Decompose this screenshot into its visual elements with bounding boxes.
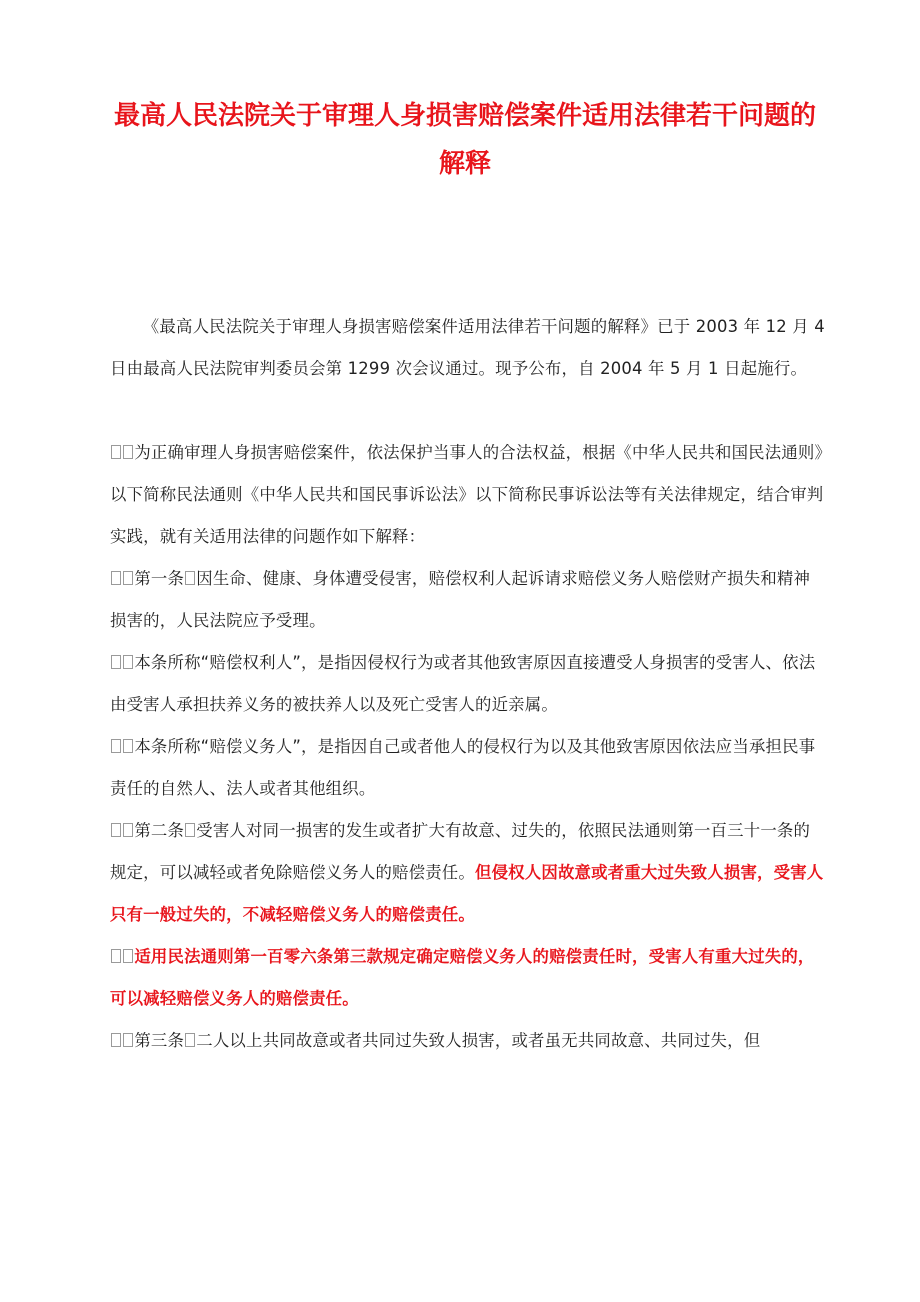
article-2-text: 受害人对同一损害的发生或者扩大有故意、过失的，依照民法通则第一百三十一条的规定，可以减轻或者免除赔偿义务人的赔偿责任。	[110, 821, 811, 882]
article-2-second-text: 适用民法通则第一百零六条第三款规定确定赔偿义务人的赔偿责任时，受害人有重大过失的，可以减轻赔偿义务人的赔偿责任。	[110, 947, 815, 1008]
intro-paragraph: 《最高人民法院关于审理人身损害赔偿案件适用法律若干问题的解释》已于 2003 年 12 月 4 日由最高人民法院审判委员会第 1299 次会议通过。现予公布，自 2004 年 5 月 1 日起施行。	[110, 317, 825, 378]
missing-glyph-placeholder	[110, 936, 134, 978]
article-2-highlight: 但侵权人因故意或者重大过失致人损害，受害人只有一般过失的，不减轻赔偿义务人的赔偿责任。	[110, 863, 824, 924]
article-1-definition-2	[110, 726, 826, 810]
missing-glyph-placeholder	[110, 1020, 134, 1062]
preamble-paragraph	[110, 432, 826, 558]
missing-glyph-placeholder	[110, 810, 134, 852]
missing-glyph-placeholder	[110, 642, 134, 684]
article-1-definition-2-text: 本条所称“赔偿义务人”，是指因自己或者他人的侵权行为以及其他致害原因依法应当承担民事责任的自然人、法人或者其他组织。	[110, 737, 816, 798]
article-2-paragraph	[110, 810, 826, 936]
missing-glyph-placeholder	[110, 726, 134, 768]
article-3-paragraph	[110, 1020, 826, 1062]
missing-glyph-placeholder	[185, 823, 195, 837]
missing-glyph-placeholder	[110, 558, 134, 600]
document-body	[110, 306, 826, 1062]
missing-glyph-placeholder	[185, 1033, 195, 1047]
article-1-definition-1-text: 本条所称“赔偿权利人”，是指因侵权行为或者其他致害原因直接遭受人身损害的受害人、依法由受害人承担扶养义务的被扶养人以及死亡受害人的近亲属。	[110, 653, 816, 714]
missing-glyph-placeholder	[185, 571, 195, 585]
missing-glyph-placeholder	[110, 432, 134, 474]
article-3-text: 二人以上共同故意或者共同过失致人损害，或者虽无共同故意、共同过失，但	[196, 1031, 761, 1050]
document-title: 最高人民法院关于审理人身损害赔偿案件适用法律若干问题的解释	[113, 101, 816, 179]
article-2-second-paragraph	[110, 936, 826, 1020]
article-1-label: 第一条	[134, 569, 185, 588]
article-1-definition-1	[110, 642, 826, 726]
article-3-label: 第三条	[134, 1031, 185, 1050]
preamble-text: 为正确审理人身损害赔偿案件，依法保护当事人的合法权益，根据《中华人民共和国民法通则》以下简称民法通则《中华人民共和国民事诉讼法》以下简称民事诉讼法等有关法律规定，结合审判实践，就有关适用法律的问题作如下解释：	[110, 443, 824, 546]
article-1-text: 因生命、健康、身体遭受侵害，赔偿权利人起诉请求赔偿义务人赔偿财产损失和精神损害的，人民法院应予受理。	[110, 569, 811, 630]
article-1-paragraph	[110, 558, 826, 642]
article-2-label: 第二条	[134, 821, 185, 840]
